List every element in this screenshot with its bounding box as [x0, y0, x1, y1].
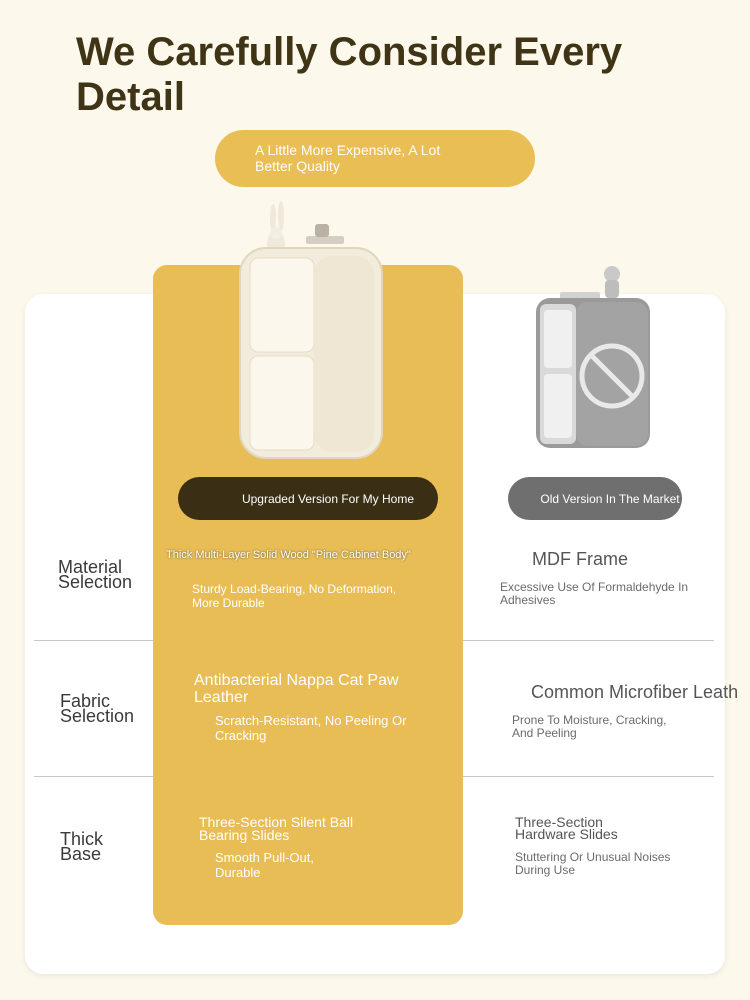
page-title — [76, 30, 676, 120]
gray-cabinet-image — [530, 262, 656, 454]
desc-line: Prone To Moisture, Cracking, — [512, 713, 667, 727]
row-label-base — [60, 829, 104, 864]
material-old-title — [532, 549, 628, 569]
row-label-fabric — [60, 691, 135, 726]
cabinet-drawer-bottom — [544, 374, 572, 438]
row-label-material — [58, 557, 133, 592]
old-version-pill — [508, 477, 682, 520]
fabric-old-title — [531, 682, 750, 702]
new-title-line: Three-Section Silent Ball — [199, 814, 354, 830]
desc-line: Sturdy Load-Bearing, No Deformation, — [192, 582, 397, 596]
row-label-line: Fabric — [60, 691, 111, 711]
cabinet-drawer-top — [544, 310, 572, 368]
cream-cabinet-image — [228, 196, 390, 464]
desc-line: Scratch-Resistant, No Peeling Or — [215, 713, 407, 728]
base-old-description — [515, 851, 715, 877]
book — [306, 236, 344, 244]
new-title-line: Antibacterial Nappa Cat Paw — [194, 672, 399, 689]
desc-line: Excessive Use Of Formaldehyde In — [500, 580, 689, 594]
cabinet-drawer-bottom — [250, 356, 314, 450]
desc-line: Cracking — [215, 728, 267, 743]
old-title-line: Hardware Slides — [515, 826, 618, 842]
cabinet-side — [314, 256, 374, 452]
desc-line: Durable — [215, 865, 261, 880]
rabbit-head — [270, 227, 282, 239]
rabbit-ear — [278, 201, 284, 231]
desc-line: Adhesives — [500, 593, 556, 607]
desc-line: During Use — [515, 863, 576, 877]
row-label-line: Selection — [60, 706, 135, 726]
cup — [315, 224, 329, 237]
figure-head — [604, 266, 620, 282]
upgraded-version-pill — [178, 477, 438, 520]
row-label-line: Thick — [60, 829, 104, 849]
fabric-old-description — [512, 714, 712, 740]
base-old-title — [515, 816, 618, 840]
old-title-line: MDF Frame — [532, 549, 628, 569]
row-label-line: Base — [60, 844, 102, 864]
cabinet-drawer-top — [250, 258, 314, 352]
desc-line: And Peeling — [512, 726, 577, 740]
fabric-new-title — [194, 672, 444, 706]
row-label-line: Selection — [58, 572, 133, 592]
new-title-line: Leather — [194, 689, 249, 706]
tagline-pill — [215, 130, 535, 187]
upgraded-version-label: Upgraded Version For My Home — [241, 491, 415, 506]
material-overlay-text: Thick Multi-Layer Solid Wood "Pine Cabinet Body" — [166, 549, 411, 561]
old-title-line: Common Microfiber Leath — [531, 682, 739, 702]
material-new-description — [192, 582, 442, 610]
desc-line: More Durable — [192, 596, 265, 610]
fabric-new-description — [215, 713, 445, 743]
title-line-1: We Carefully Consider Every — [76, 30, 623, 74]
row-label-line: Material — [58, 557, 123, 577]
figure-body — [605, 280, 619, 298]
base-new-description — [215, 850, 435, 880]
desc-line: Stuttering Or Unusual Noises — [515, 850, 671, 864]
tagline-line-2: Better Quality — [255, 158, 340, 174]
material-old-description — [500, 581, 710, 607]
old-title-line: Three-Section — [515, 814, 603, 830]
tagline-text — [255, 142, 475, 174]
old-version-label: Old Version In The Market — [540, 491, 680, 506]
new-title-line: Bearing Slides — [199, 827, 290, 843]
base-new-title — [199, 816, 439, 842]
desc-line: Smooth Pull-Out, — [215, 850, 314, 865]
title-line-2: Detail — [76, 75, 185, 119]
tagline-line-1: A Little More Expensive, A Lot — [255, 142, 441, 158]
